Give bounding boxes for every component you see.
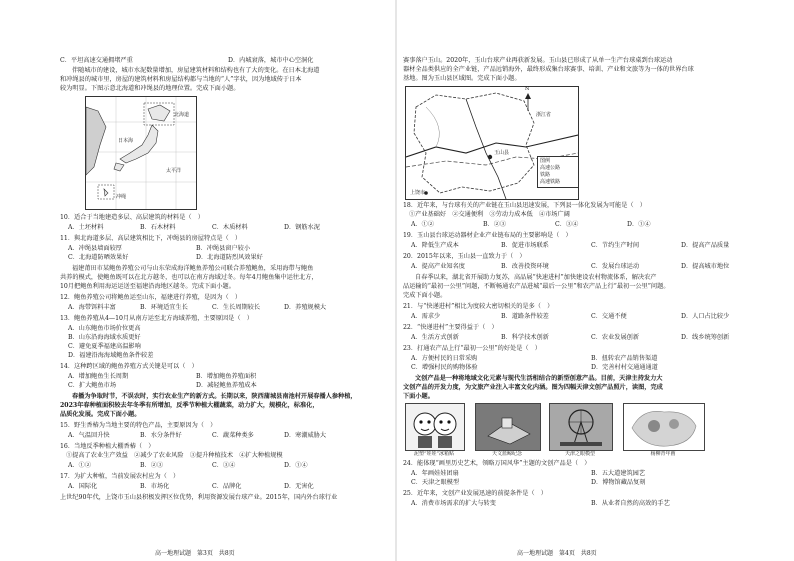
intro-text: 文创产品的开发力度，为文旅产业注入丰富文化内涵。图为四幅天津文创产品照片，读图，完成 [403,384,663,391]
intro-text: 完成下面小题。 [403,292,447,299]
option: C．天津之眼模型 [411,479,460,486]
question-stem: 13．鲍鱼养殖从4—10月从南方运至北方海域养殖，主要原因是（ ） [60,315,253,322]
map-label: 浙江省 [536,112,552,118]
intro-text: 基地。图为玉山县区域图。完成下面小题。 [403,75,521,82]
photo-caption: 天文蓝鲸纪念 [491,451,522,457]
option: A．提高产业知名度 [411,263,465,270]
option: A．①② [68,462,92,469]
option: B．扭转农产品销售渠道 [591,355,658,362]
intro-text: 春播为争取时节，不误农时，实行农业生产的新方式。长期以来，陕西蒲城县南池村开展春播人参种植， [72,393,357,400]
option: A．增加鲍鱼生长周期 [68,373,129,380]
intro-text: 2023年春种植面积较去年冬季有所增加，反季节种植大棚蔬菜，动力扩大，规模化，标准化， [60,402,319,409]
option: B．石木材料 [140,224,176,231]
map-label: 北海道 [174,112,190,118]
option: A．气温回升快 [68,432,110,439]
option: C．北海道防晒效果好 [68,254,129,261]
option: D．完善村村交通通通道 [591,364,658,371]
intro-text: 文创产品是一种将地域文化元素与现代生活相结合的新型创意产品。目前，天津主持发力大 [415,375,663,382]
option: C．蔬菜种类多 [212,432,254,439]
map-label: 玉山县 [494,150,510,156]
option: D．福建沿海海域鲍鱼条件较差 [68,352,154,359]
intro-text: 上世纪90年代，上饶市玉山县积极发挥区位优势，利用资源发展台球产业。2015年，国内外台球行业 [60,494,338,501]
photo-caption: 杨柳青年画 [650,451,676,457]
option: D．钢筋水泥 [284,224,320,231]
north-arrow-label: N [525,86,530,92]
map-label: 太平洋 [166,168,182,174]
intro-text: 下面小题。 [403,393,434,400]
photo-ferris-wheel-model [549,403,613,451]
question-subitems: ①提高了农业生产效益 ②减少了农业风险 ③提升种植技术 ④扩大种植规模 [66,452,283,459]
option: B．道路条件较差 [501,313,549,320]
page-right [397,0,794,561]
option: D．寒潮威胁大 [284,432,327,439]
option: A．降低生产成本 [411,242,459,249]
question-stem: 15．野生香椿为当地主要的特色产品，主要原因为（ ） [60,422,217,429]
photo-caption: 天津之眼模型 [564,451,595,457]
option: B．②③ [483,221,507,228]
option: B．促进市场联系 [501,242,549,249]
option: B．②③ [140,462,164,469]
option: D．内城衰落，城市中心空洞化 [228,57,314,64]
question-stem: 16．当地反季种植大棚香椿（ ） [60,443,155,450]
option: B．山东沿海海域水质更好 [68,334,141,341]
intro-text: 赛事落户玉山。2020年，玉山台球产业再获新发展。玉山县已形成了从单一生产台球桌到台球运动 [403,57,673,64]
option: C．发展台球运动 [591,263,640,270]
intro-text: 器材全品类供应的全产业链，产品远销海外，最终形成集台球赛事、培训、产业和文旅等为一体的世界台球 [403,66,694,73]
japan-map [85,96,197,210]
legend-item: 高速铁路 [540,179,561,185]
question-stem: 21．与“快递进村”相比为度较大密切相关的是多（ ） [403,303,554,310]
option: A．土坯材料 [68,224,104,231]
question-stem: 19．玉山县台球运动器材企业产业链布局的主要影响是（ ） [403,232,572,239]
option: C．③④ [555,221,579,228]
question-stem: 24．能体现“画里历史艺术，领略万国风华”主题的文创产品是（ ） [403,460,591,467]
option: B．水分条件好 [140,432,182,439]
question-subitems: ①产业基础好 ②交通便利 ③劳动力成本低 ④市场广阔 [409,211,570,218]
option: A．国际化 [68,483,98,490]
legend-title: 图例 [540,158,551,164]
photo-caption: 泥塑“娃娃”冰箱贴 [413,451,455,457]
photo-building-model [475,403,541,451]
option: B．科学技术创新 [501,334,549,341]
option: A．冲绳县墙面较厚 [68,245,122,252]
option: C．节约生产时间 [591,242,640,249]
page-footer: 高一地理试题 第4页 共8页 [517,550,597,557]
option: B．改善投资环境 [501,263,549,270]
option: D．北海道防烈风效果好 [196,254,263,261]
option: C．扩大鲍鱼市场 [68,382,117,389]
question-stem: 11．與北海道多层、高层建筑相比下，冲绳县的房屋特点是（ ） [60,235,242,242]
option: A．年画娃娃团扇 [411,470,459,477]
question-stem: 17．为扩大种植，当前发展农村应为（ ） [60,473,180,480]
option: C．农业发展创新 [591,334,640,341]
intro-text: 品质化发展。完成下面小题。 [60,411,141,418]
intro-text: 品运输的“最初一公里”问题，不断畅通农产品进城“最后一公里”和农产品上行“最初一公里”问题。 [403,283,670,290]
option: C．平坦高速交通拥堵严重 [60,57,133,64]
intro-text: 10月把鲍鱼利用海运运送至福建沿海地区越冬。完成下面小题。 [60,283,235,290]
option: D．博物馆藏品复刻 [591,479,646,486]
option: C．避免夏季福建高温影响 [68,343,141,350]
option: C．增强村民的购物体验 [411,364,478,371]
option: B．冲绳县窗户较小 [196,245,251,252]
option: D．提高城市地位 [681,263,730,270]
intro-text: 较为明显。下图示意北海道和冲绳县的地理位置。完成下面小题。 [60,85,240,92]
intro-text: 福建莆田市某鲍鱼养殖公司与山东荣成海洋鲍鱼养殖公司联合养殖鲍鱼，采用海带与鲍鱼 [72,265,314,272]
option: C．木质材料 [212,224,248,231]
question-stem: 25．近年来，文创产业发展迅速的前提条件是（ ） [403,490,547,497]
question-stem: 10．适合于当地建造多层、高层建筑的材料是（ ） [60,214,204,221]
intro-text: 自春季以来，湖北省开展助力复苏，高品展“快速进村”加快建设农村物流体系，解决农产 [415,274,657,281]
option: C．生长周期较长 [212,304,261,311]
map-label: 日本海 [118,138,134,144]
option: D．①④ [627,221,651,228]
option: C．品牌化 [212,483,242,490]
map-label: 冲绳 [116,194,127,200]
photo-clay-doll [405,403,465,451]
intro-text: 和冲绳县的城市里，房屋的建筑材料和房屋结构都与当地的“人”字状，因为地域传于日本 [60,76,302,83]
intro-text: 共养的模式，使鲍鱼既可以在北方越冬，也可以在南方海域过冬。每年4月鲍鱼集中运往北方， [60,274,318,281]
option: B．增加鲍鱼养殖面积 [196,373,257,380]
option: A．生活方式创新 [411,334,459,341]
option: A．①② [411,221,435,228]
option: B．五大道建筑园艺 [591,470,646,477]
option: A．需求少 [411,313,441,320]
question-stem: 18．近年来，与台球有关的产业链在玉山县迅速发展，下列县一体化发展为可能是（ ） [403,202,646,209]
option: D．线乡统筹创新 [681,334,730,341]
option: A．山东鲍鱼市场价位更高 [68,325,141,332]
option: B．从业者自然的高效的手艺 [591,500,670,507]
option: D．减轻鲍鱼养殖成本 [196,382,257,389]
legend-item: 铁路 [540,172,551,178]
question-stem: 14．这种跨区域的鲍鱼养殖方式关键是可以（ ） [60,363,198,370]
option: A．海带饵料丰富 [68,304,116,311]
option: A．方便村民的日常采购 [411,355,478,362]
question-stem: 22．“快递进村”主要得益于（ ） [403,324,498,331]
option: C．③④ [212,462,236,469]
option: D．①④ [284,462,308,469]
option: C．交通不便 [591,313,627,320]
map-label: 上饶市 [410,190,426,196]
question-stem: 23．打通农产品上行“最初一公里”的好处是（ ） [403,345,541,352]
option: B．市场化 [140,483,170,490]
option: D．养殖规模大 [284,304,327,311]
map-legend [537,156,579,188]
page-footer: 高一地理试题 第3页 共8页 [155,550,235,557]
legend-item: 高速公路 [540,165,561,171]
question-stem: 12．鲍鱼养殖公司将鲍鱼运至山东，福建进行养殖，是因为（ ） [60,294,242,301]
option: D．人口占比较少 [681,313,730,320]
question-stem: 20．2015年以来，玉山县一直致力于（ ） [403,253,526,260]
photo-new-year-painting [623,403,705,451]
option: D．提高产品质量 [681,242,730,249]
option: A．消费市场需求的扩大与转变 [411,500,496,507]
option: D．无害化 [284,483,314,490]
option: B．环境适宜生长 [140,304,188,311]
intro-text: 伴随城市的建设，城市水泥数量增加，房屋建筑材料和结构也有了大的变化。在日本北海道 [72,67,320,74]
